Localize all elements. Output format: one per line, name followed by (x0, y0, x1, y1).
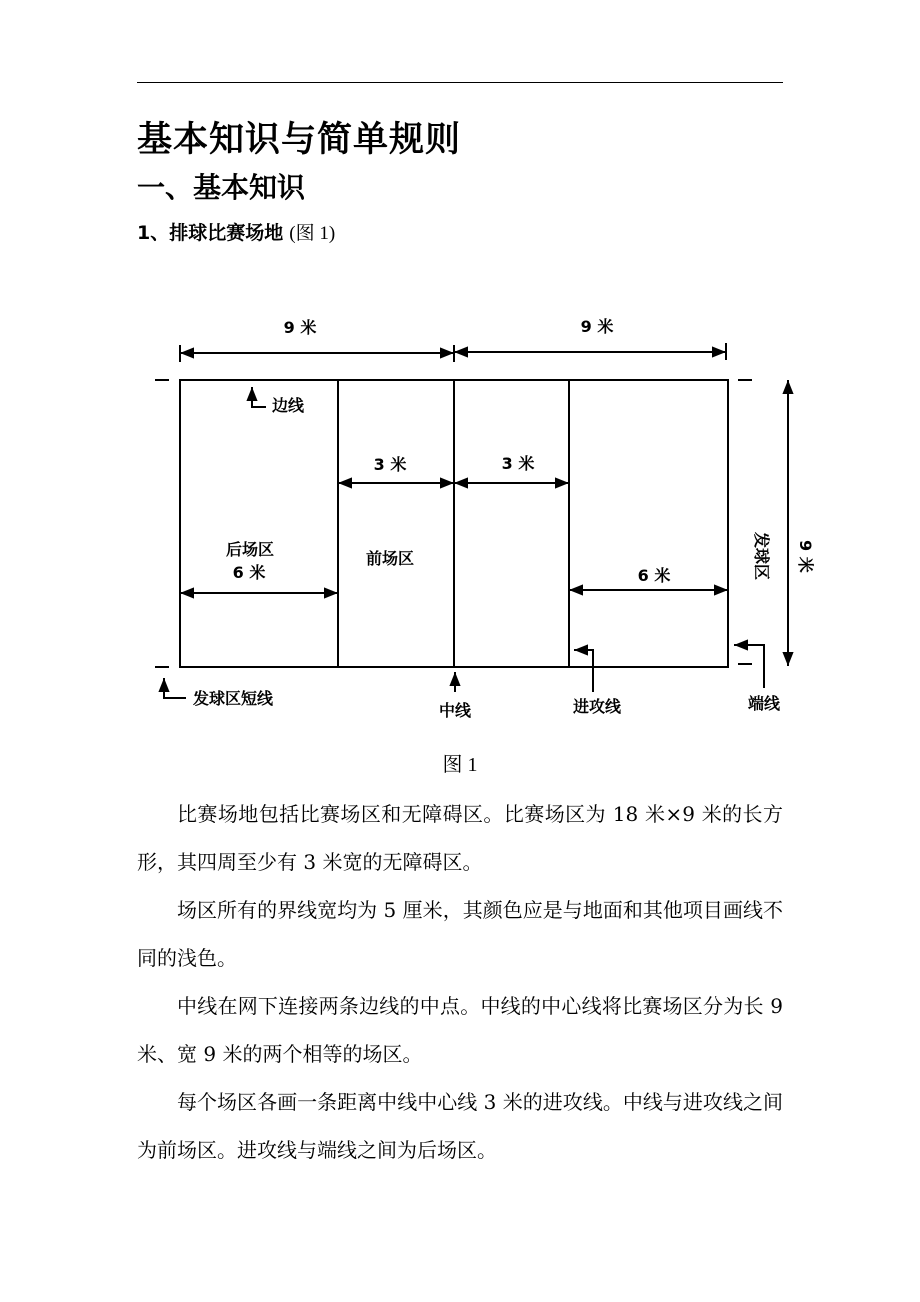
end-line-label: 端线 (747, 694, 781, 713)
center-line-label: 中线 (438, 701, 472, 720)
attack-line-label: 进攻线 (572, 697, 622, 716)
court-diagram (0, 300, 920, 740)
serve-zone-label: 发球区 (752, 532, 771, 581)
paragraph-2: 场区所有的界线宽均为 5 厘米，其颜色应是与地面和其他项目画线不同的浅色。 (137, 898, 783, 970)
paragraph-4: 每个场区各画一条距离中线中心线 3 米的进攻线。中线与进攻线之间为前场区。进攻线与端线之间为后场区。 (137, 1090, 783, 1162)
serve-short-line-label: 发球区短线 (193, 689, 274, 708)
front-left-dim-label: 3 米 (373, 455, 407, 474)
page-title: 基本知识与简单规则 (137, 120, 462, 160)
right-back-dim-label: 6 米 (637, 566, 671, 585)
subsection-heading (137, 218, 335, 245)
front-zone-label: 前场区 (365, 549, 415, 568)
top-right-dim-label: 9 米 (580, 317, 614, 336)
subsection-ref: (图 1) (289, 223, 336, 244)
top-left-dim-label: 9 米 (283, 318, 317, 337)
back-zone-dim-label: 6 米 (232, 563, 266, 582)
header-rule (137, 82, 783, 83)
paragraph-1: 比赛场地包括比赛场区和无障碍区。比赛场区为 18 米×9 米的长方形，其四周至少有 3 米宽的无障碍区。 (137, 802, 783, 874)
section-heading: 一、基本知识 (137, 171, 306, 204)
back-zone-label: 后场区 (225, 540, 275, 559)
sideline-label: 边线 (272, 396, 305, 415)
width-dim-label: 9 米 (796, 540, 815, 573)
figure-caption: 图 1 (442, 754, 478, 776)
front-right-dim-label: 3 米 (501, 454, 535, 473)
paragraph-3: 中线在网下连接两条边线的中点。中线的中心线将比赛场区分为长 9 米、宽 9 米的两个相等的场区。 (137, 994, 783, 1066)
subsection-number: 1、 (137, 222, 170, 244)
subsection-text: 排球比赛场地 (169, 222, 284, 244)
